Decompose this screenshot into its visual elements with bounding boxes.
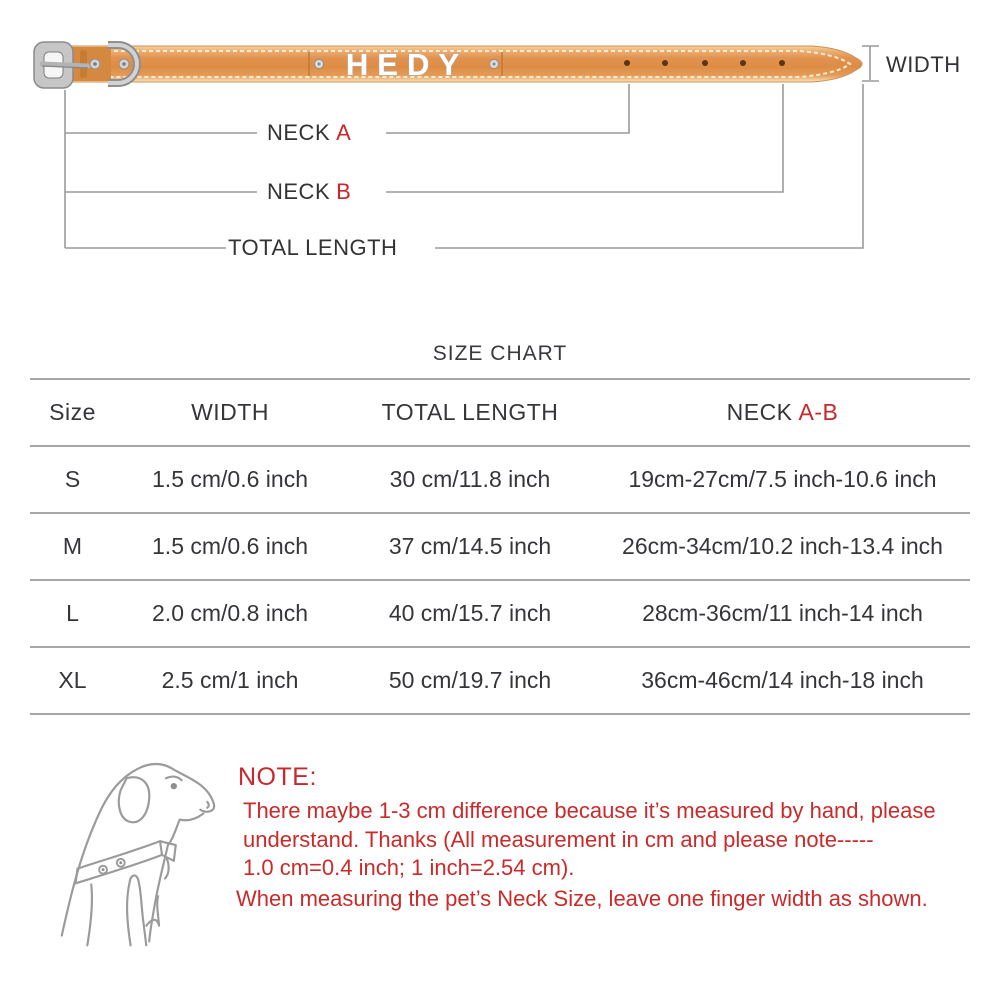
note-body [243, 797, 936, 883]
total-length-line [435, 84, 863, 248]
header-width: WIDTH [191, 399, 269, 425]
neck-a-label: NECK A [267, 120, 352, 145]
size-chart-table [30, 330, 970, 715]
table-header-row [30, 378, 970, 445]
note-footer: When measuring the pet’s Neck Size, leave one finger width as shown. [236, 886, 928, 911]
neck-b-label: NECK B [267, 179, 352, 204]
neck-b-line [386, 84, 783, 192]
dog-eye [171, 783, 177, 789]
table-row: M 1.5 cm/0.6 inch 37 cm/14.5 inch 26cm-34cm/10.2 inch-13.4 inch [30, 512, 970, 579]
size-chart-title: SIZE CHART [432, 342, 568, 365]
note-line: understand. Thanks (All measurement in cm and please note----- [243, 826, 874, 852]
note-heading: NOTE: [238, 763, 317, 791]
collar-name-text: HEDY [345, 47, 469, 82]
header-neck: NECK A-B [726, 399, 839, 425]
header-total-length: TOTAL LENGTH [381, 399, 559, 425]
dog-sketch [48, 752, 220, 948]
table-row: XL 2.5 cm/1 inch 50 cm/19.7 inch 36cm-46cm/14 inch-18 inch [30, 646, 970, 715]
header-size: Size [49, 399, 96, 425]
width-label: WIDTH [886, 52, 961, 77]
table-row: L 2.0 cm/0.8 inch 40 cm/15.7 inch 28cm-36cm/11 inch-14 inch [30, 579, 970, 646]
collar-diagram [0, 0, 1000, 300]
total-length-label: TOTAL LENGTH [228, 235, 398, 260]
table-row: S 1.5 cm/0.6 inch 30 cm/11.8 inch 19cm-27cm/7.5 inch-10.6 inch [30, 445, 970, 512]
note-line: 1.0 cm=0.4 inch; 1 inch=2.54 cm). [243, 855, 575, 880]
note-line: There maybe 1-3 cm difference because it’s measured by hand, please [243, 798, 936, 823]
neck-a-line [386, 84, 629, 133]
